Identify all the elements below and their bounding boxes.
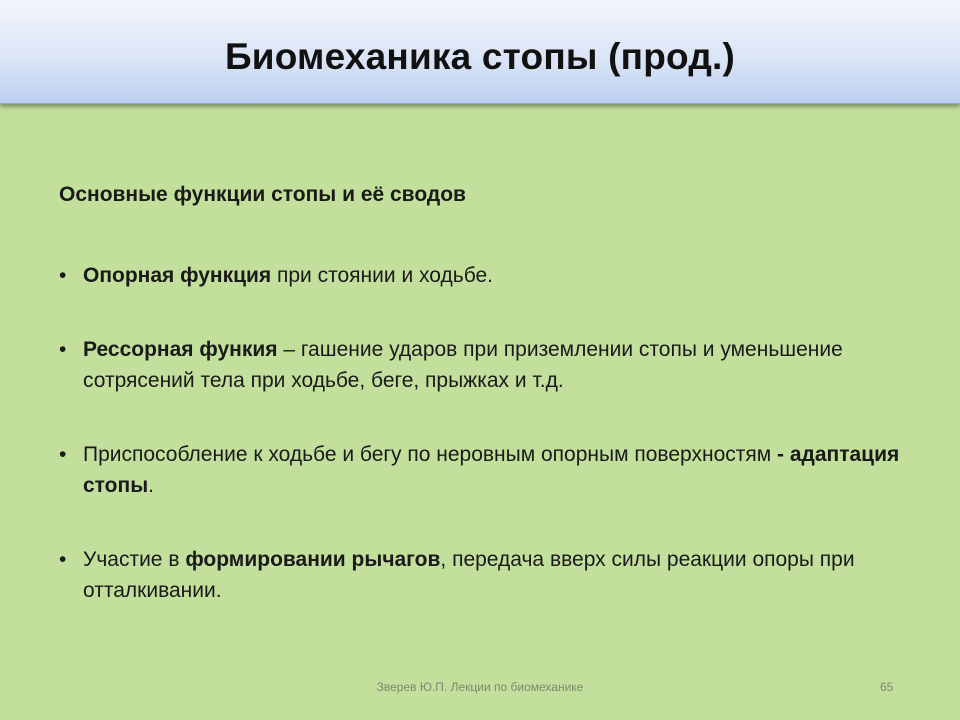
bullet-dot-icon: • xyxy=(59,264,67,287)
bullet-item-adaptation xyxy=(59,439,919,501)
bullet-bold-text: Рессорная функия xyxy=(83,338,278,361)
slide-footer: Зверев Ю.П. Лекции по биомеханике xyxy=(376,680,584,694)
slide-content xyxy=(59,180,919,649)
bullet-text: при стоянии и ходьбе. xyxy=(271,264,493,287)
bullet-dot-icon: • xyxy=(59,443,67,466)
bullet-text: . xyxy=(148,474,154,497)
bullet-item-levers xyxy=(59,544,919,606)
bullet-item-spring-function xyxy=(59,334,919,396)
slide-title: Биомеханика стопы (прод.) xyxy=(224,35,736,77)
bullet-text: – гашение ударов при приземлении стопы и уменьшение сотрясений тела при ходьбе, беге, прыжках и т.д. xyxy=(83,338,843,392)
bullet-bold-text: формировании рычагов xyxy=(185,548,441,571)
bullet-dot-icon: • xyxy=(59,548,67,571)
bullet-dot-icon: • xyxy=(59,338,67,361)
bullet-text: , передача вверх силы реакции опоры при отталкивании. xyxy=(83,548,855,602)
title-bar xyxy=(0,0,960,104)
bullet-item-support-function xyxy=(59,260,919,291)
bullet-text: Приспособление к ходьбе и бегу по неровным опорным поверхностям xyxy=(83,443,778,466)
bullet-bold-text: - адаптация стопы xyxy=(83,443,900,497)
bullet-bold-text: Опорная функция xyxy=(83,264,272,287)
slide-subtitle: Основные функции стопы и её сводов xyxy=(59,183,466,206)
page-number: 65 xyxy=(880,680,894,694)
bullet-text: Участие в xyxy=(83,548,186,571)
bullet-list xyxy=(59,260,919,606)
